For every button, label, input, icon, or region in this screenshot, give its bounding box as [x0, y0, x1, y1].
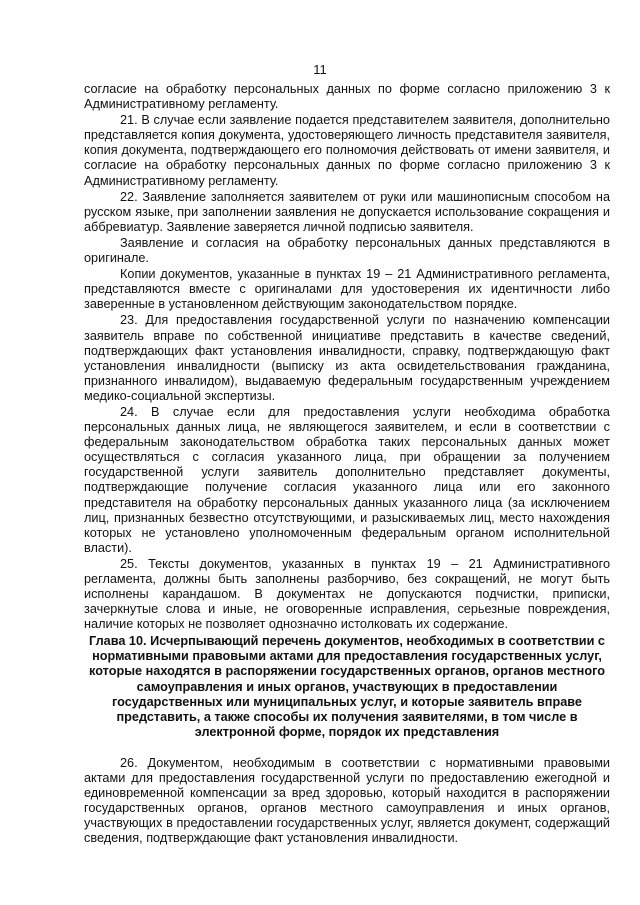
paragraph-originals: Заявление и согласия на обработку персональных данных представляются в оригинале.	[84, 235, 610, 266]
paragraph-24: 24. В случае если для предоставления услуги необходима обработка персональных данных лица, не являющегося заявителем, и если в соответствии с федеральным законодательством обработка таких персональных данных может осуществляться с согласия указанного лица, при обращении за получением государственной услуги заявитель дополнительно представляет документы, подтверждающие получение согласия указанного лица или его законного представителя на обработку персональных данных указанного лица (за исключением лиц, признанных безвестно отсутствующими, и разыскиваемых лиц, место нахождения которых не установлено уполномоченным федеральным органом исполнительной власти).	[84, 404, 610, 555]
paragraph-26: 26. Документом, необходимым в соответствии с нормативными правовыми актами для предоставления государственной услуги по предоставлению ежегодной и единовременной компенсации за вред здоровью, который находится в распоряжении государственных органов, органов местного самоуправления и иных органов, участвующих в предоставлении государственных услуг, является документ, содержащий сведения, подтверждающие факт установления инвалидности.	[84, 756, 610, 846]
body-text-after-heading	[84, 756, 610, 847]
paragraph-23: 23. Для предоставления государственной услуги по назначению компенсации заявитель вправе по собственной инициативе представить в качестве сведений, подтверждающих факт установления инвалидности, справку, подтверждающую факт установления инвалидности (выписку из акта освидетельствования гражданина, признанного инвалидом), выдаваемую федеральным государственным учреждением медико-социальной экспертизы.	[84, 313, 610, 403]
paragraph-copies: Копии документов, указанные в пунктах 19 – 21 Административного регламента, представляются вместе с оригиналами для удостоверения их идентичности либо заверенные в установленном действующим законодательством порядке.	[84, 267, 610, 312]
paragraph-22: 22. Заявление заполняется заявителем от руки или машинописным способом на русском языке, при заполнении заявления не допускается использование сокращения и аббревиатур. Заявление заверяется личной подписью заявителя.	[84, 189, 610, 234]
paragraph-21: 21. В случае если заявление подается представителем заявителя, дополнительно представляется копия документа, удостоверяющего личность представителя заявителя, копия документа, подтверждающего его полномочия действовать от имени заявителя, и согласие на обработку персональных данных по форме согласно приложению 3 к Административному регламенту.	[84, 113, 610, 188]
chapter-10-heading: Глава 10. Исчерпывающий перечень документов, необходимых в соответствии с нормативными правовыми актами для предоставления государственных услуг, которые находятся в распоряжении государственных органов, органов местного самоуправления и иных органов, участвующих в предоставлении государственных или муниципальных услуг, и которые заявитель вправе представить, а также способы их получения заявителями, в том числе в электронной форме, порядок их представления	[89, 634, 605, 740]
paragraph-consent-continuation: согласие на обработку персональных данных по форме согласно приложению 3 к Административному регламенту.	[84, 82, 610, 112]
paragraph-25: 25. Тексты документов, указанных в пунктах 19 – 21 Административного регламента, должны быть заполнены разборчиво, без сокращений, не могут быть исполнены карандашом. В документах не допускаются подчистки, приписки, зачеркнутые слова и иные, не оговоренные исправления, серьезные повреждения, наличие которых не позволяет однозначно истолковать их содержание.	[84, 556, 610, 632]
body-text	[84, 82, 610, 632]
page-number: 11	[313, 62, 327, 77]
